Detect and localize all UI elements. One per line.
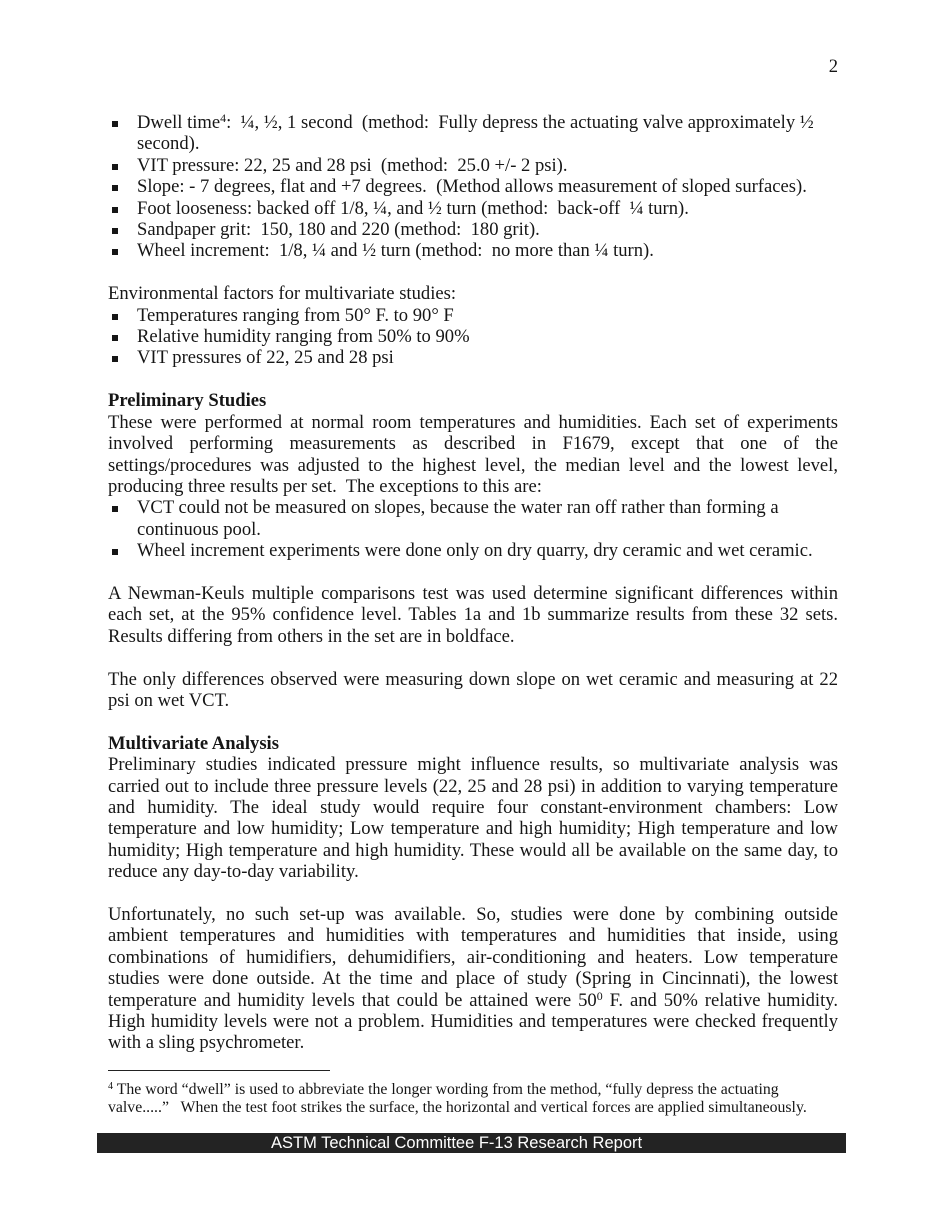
paragraph xyxy=(108,583,838,647)
list-item xyxy=(108,112,838,155)
paragraph-line: The only differences observed were measuring down slope on wet ceramic and measuring at 22 xyxy=(108,668,838,690)
bullet-icon xyxy=(112,207,118,213)
footer-text: ASTM Technical Committee F-13 Research Report xyxy=(271,1134,643,1152)
bullet-icon xyxy=(112,335,118,341)
list-item xyxy=(108,347,838,368)
page-number: 2 xyxy=(828,56,838,77)
list-item-line: VCT could not be measured on slopes, because the water ran off rather than forming a xyxy=(137,497,779,519)
line-text: F. and 50% relative humidity. xyxy=(602,989,838,1011)
footnote xyxy=(108,1081,850,1117)
list-item-line: Slope: - 7 degrees, flat and +7 degrees. (Method allows measurement of sloped surfaces). xyxy=(137,176,807,198)
paragraph-line: producing three results per set. The exceptions to this are: xyxy=(108,475,542,497)
bullet-icon xyxy=(112,314,118,320)
bullet-icon xyxy=(112,228,118,234)
paragraph-line: each set, at the 95% confidence level. Tables 1a and 1b summarize results from these 32 sets. xyxy=(108,604,838,626)
list-item xyxy=(108,305,838,326)
paragraph-line: settings/procedures was adjusted to the highest level, the median level and the lowest level, xyxy=(108,454,838,476)
list-item-line: VIT pressure: 22, 25 and 28 psi (method: 25.0 +/- 2 psi). xyxy=(137,154,568,176)
list-item xyxy=(108,155,838,176)
bullet-icon xyxy=(112,356,118,362)
footer-bar xyxy=(97,1133,846,1153)
paragraph-line: Unfortunately, no such set-up was available. So, studies were done by combining outside xyxy=(108,904,838,926)
list-item-line: Relative humidity ranging from 50% to 90% xyxy=(137,326,470,348)
paragraph-line: High humidity levels were not a problem. Humidities and temperatures were checked frequently xyxy=(108,1011,838,1033)
paragraph-line: carried out to include three pressure levels (22, 25 and 28 psi) in addition to varying temperature xyxy=(108,775,838,797)
list-item-line xyxy=(137,112,838,133)
paragraph xyxy=(108,669,838,712)
footnote-line xyxy=(108,1081,850,1099)
multivariate-analysis-section xyxy=(108,733,838,883)
paragraph-line: reduce any day-to-day variability. xyxy=(108,861,359,883)
paragraph-line: combinations of humidifiers, dehumidifiers, air-conditioning and heaters. Low temperature xyxy=(108,946,838,968)
paragraph xyxy=(108,754,838,882)
list-item xyxy=(108,326,838,347)
paragraph-line: ambient temperatures and humidities with temperatures and humidities that inside, using xyxy=(108,925,838,947)
footnote-number: 4 xyxy=(108,1080,114,1092)
document-body xyxy=(108,112,838,1054)
paragraph xyxy=(108,412,838,498)
paragraph-line: temperature and low humidity; Low temperature and high humidity; High temperature and low xyxy=(108,818,838,840)
list-item-line: Sandpaper grit: 150, 180 and 220 (method: 180 grit). xyxy=(137,219,540,241)
line-text: temperature and humidity levels that could be attained were 50 xyxy=(108,989,597,1011)
dwell-text: : ¼, ½, 1 second (method: Fully depress the actuating valve approximately ½ xyxy=(226,112,814,133)
list-item xyxy=(108,240,838,261)
paragraph-line: studies were done outside. At the time and place of study (Spring in Cincinnati), the lowest xyxy=(108,968,838,990)
footnote-line: valve.....” When the test foot strikes the surface, the horizontal and vertical forces are applied simultaneously. xyxy=(108,1099,807,1116)
list-item-line: Temperatures ranging from 50° F. to 90° F xyxy=(137,304,454,326)
paragraph-line: Results differing from others in the set are in boldface. xyxy=(108,625,515,647)
section-heading: Preliminary Studies xyxy=(108,390,267,412)
list-item-line: Foot looseness: backed off 1/8, ¼, and ½ turn (method: back-off ¼ turn). xyxy=(137,197,689,219)
paragraph-line: involved performing measurements as described in F1679, except that one of the xyxy=(108,433,838,455)
list-item-line: Wheel increment: 1/8, ¼ and ½ turn (method: no more than ¼ turn). xyxy=(137,240,654,262)
exceptions-list xyxy=(108,497,838,561)
environmental-factors xyxy=(108,283,838,369)
section-heading: Multivariate Analysis xyxy=(108,732,279,754)
list-item-line: continuous pool. xyxy=(137,518,261,540)
paragraph-line: Preliminary studies indicated pressure might influence results, so multivariate analysis was xyxy=(108,754,838,776)
bullet-icon xyxy=(112,549,118,555)
footnote-separator xyxy=(108,1070,330,1071)
bullet-icon xyxy=(112,506,118,512)
paragraph-line: These were performed at normal room temperatures and humidities. Each set of experiments xyxy=(108,411,838,433)
list-item xyxy=(108,176,838,197)
paragraph-line xyxy=(108,990,838,1011)
paragraph-line: A Newman-Keuls multiple comparisons test was used determine significant differences within xyxy=(108,582,838,604)
bullet-icon xyxy=(112,164,118,170)
paragraph-line: with a sling psychrometer. xyxy=(108,1032,305,1054)
paragraph xyxy=(108,904,838,1054)
list-item-line: VIT pressures of 22, 25 and 28 psi xyxy=(137,347,394,369)
method-settings-list xyxy=(108,112,838,262)
list-item xyxy=(108,497,838,540)
list-item xyxy=(108,198,838,219)
environmental-factors-intro: Environmental factors for multivariate studies: xyxy=(108,283,457,305)
footnote-text: The word “dwell” is used to abbreviate the longer wording from the method, “fully depress the actuating xyxy=(113,1081,779,1098)
bullet-icon xyxy=(112,121,118,127)
paragraph-line: and humidity. The ideal study would require four constant-environment chambers: Low xyxy=(108,797,838,818)
preliminary-studies-section xyxy=(108,390,838,561)
list-item xyxy=(108,219,838,240)
dwell-label: Dwell time xyxy=(137,112,221,133)
bullet-icon xyxy=(112,249,118,255)
degree-superscript: 0 xyxy=(596,988,603,1003)
bullet-icon xyxy=(112,185,118,191)
paragraph-line: humidity; High temperature and high humidity. These would all be available on the same day, to xyxy=(108,839,838,861)
footnote-reference: 4 xyxy=(220,111,227,126)
paragraph-line: psi on wet VCT. xyxy=(108,689,230,711)
list-item-line: second). xyxy=(137,133,200,155)
list-item xyxy=(108,540,838,561)
list-item-line: Wheel increment experiments were done only on dry quarry, dry ceramic and wet ceramic. xyxy=(137,540,813,562)
